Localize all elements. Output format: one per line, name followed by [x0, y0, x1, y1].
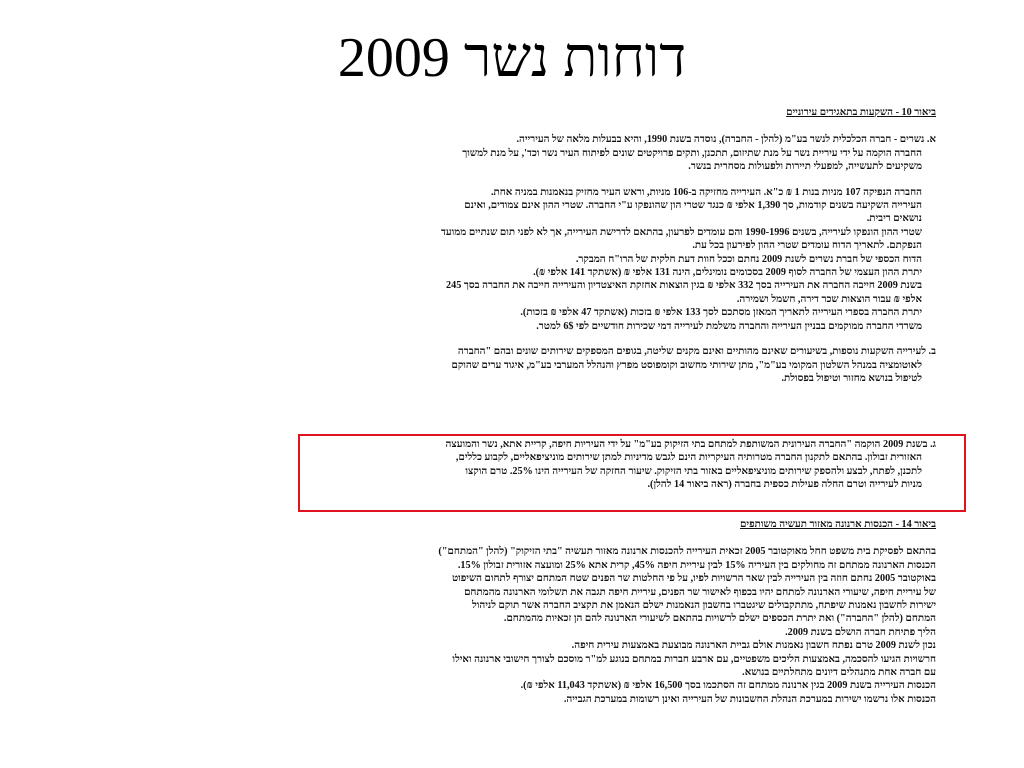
note-14-line-12: הכנסות אלו נרשמו ישירות במערכת הנהלת החשבונות של העירייה ואינן רשומות במערכת הגבייה. [563, 693, 936, 705]
note-10-heading: ביאור 10 - השקעות בתאגידים עירוניים [786, 107, 936, 118]
highlight-line-1: ג. בשנת 2009 הוקמה "החברה העירונית המשותפת למתחם בתי הזיקוק בע"מ" על ידי העיריות חיפה, קריית אתא, נשר והמועצה [445, 439, 936, 450]
note-10-b-line-2: לאוטומציה במנהל השלטון המקומי בע"מ", מתן שירותי מחשוב וקומפוסט מפרץ והנהלל המערבי בע"מ, איגוד ערים שהוקם [451, 359, 922, 371]
note-14-line-9: חרשויות הגיעו להסכמה, באמצעות הליכים משפטיים, עם ארבע חברות במתחם בנוגע למ"ר מוסכם לצורך חישובי ארנונה ואילו [452, 653, 936, 665]
note-10-p6-line-2: אלפי ₪ עבור הוצאות שכר דירה, חשמל ושמירה. [736, 293, 922, 305]
note-14-section [356, 518, 936, 706]
note-10-p2-line-2: נושאים ריבית. [866, 213, 922, 225]
note-10-p7: יתרת החברה בספרי העירייה לתאריך המאזן מסתכם לסך 133 אלפי ₪ בזכות (אשתקד 47 אלפי ₪ בזכות). [520, 307, 922, 319]
note-10-p2-line-1: העירייה השקיעה בשנים קודמות, סך 1,390 אלפי ₪ כנגד שטרי הון שהונפקו ע"י החברה. שטרי ההון אינם צמודים, ואינם [464, 200, 922, 212]
note-10-p6-line-1: בשנת 2009 חייבה החברה את העירייה בסך 332 אלפי ₪ בגין הוצאות אחזקת האיצטדיון והעירייה חייבה את החברה בסך 245 [446, 280, 922, 292]
note-14-line-7: הליך פתיחת חברה הושלם בשנת 2009. [785, 626, 936, 638]
note-10-a-line-1: החברה הוקמה על ידי עיריית נשר על מנת שתיזום, תתכנן, ותקים פרויקטים שונים לפיתוח העיר נשר וכד', על מנת למשוך [462, 147, 922, 159]
note-10-p3-line-2: הנפקתם. לתאריך הדוח עומדים שטרי ההון לפירעון בכל עת. [692, 240, 922, 252]
highlight-line-4: מניות לעירייה וטרם החלה פעילות כספית בחברה (ראה ביאור 14 להלן). [647, 479, 922, 491]
slide-title: דוחות נשר 2009 [337, 27, 687, 89]
note-14-heading: ביאור 14 - הכנסות ארנונה מאזור תעשיה משותפים [740, 519, 936, 530]
highlight-line-3: לתכנן, לפתח, לבצע ולהספק שירותים מוניציפאליים באזור בתי הזיקוק. שיעור החזקה של העירייה הינו 25%. טרם הוקצו [465, 465, 922, 477]
note-14-line-8: נכון לשנת 2009 טרם נפתח חשבון נאמנות אולם גביית הארנונה מבוצעת באמצעות עירית חיפה. [571, 640, 936, 652]
note-10-p1: החברה הנפיקה 107 מניות בנות 1 ₪ כ"א. העירייה מחזיקה ב-106 מניות, וראש העיר מחזיק בנאמנות במניה אחת. [491, 186, 922, 198]
note-14-line-11: הכנסות העירייה בשנת 2009 בגין ארנונה ממתחם זה הסתכמו בסך 16,500 אלפי ₪ (אשתקד 11,043 אלפי ₪). [520, 680, 936, 692]
highlight-text [356, 438, 936, 492]
note-14-line-5: ישירות לחשבון נאמנות שיפתח, מתתקבולים שיגטברו בחשבון הנאמנות ישלם הנאמן את תקציב החברה אשר תוקם לניהול [472, 600, 936, 612]
note-10-b-line-1: ב. לעירייה השקעות נוספות, בשיעורים שאינם מהותיים ואינם מקנים שליטה, בגופים המספקים שירותים שונים ובהם "החברה [457, 346, 936, 358]
note-10-a-intro: א. נשרים - חברה הכלכלית לנשר בע"מ (להלן - החברה), נוסדה בשנת 1990, והיא בבעלות מלאה של העירייה. [516, 134, 936, 146]
note-10-p8: משרדי החברה ממוקמים בבניין העירייה והחברה משלמת לעירייה דמי שכירות חודשיים לפי 6$ למטר. [536, 320, 922, 332]
note-14-line-6: המתחם (להלן "החברה") ואת יתרת הכספים ישלם לרשויות בהתאם לשיעורי הארנונה להם הן זכאיות מהמתחם. [503, 613, 936, 625]
note-10-p3-line-1: שטרי ההון הונפקו לעירייה, בשנים 1990-1996 והם עומדים לפרעון, בהתאם לדרישת העירייה, אך לא לפני תום שנתיים ממועד [440, 226, 922, 238]
note-14-line-1: בהתאם לפסיקת בית משפט חחל מאוקטובר 2005 זכאית העירייה להכנסות ארנונה מאזור תעשיה "בתי הזיקוק" (להלן "המתחם") [438, 546, 936, 558]
note-10-a-line-2: משקיעים לתעשייה, למפעלי תיירות ולפעולות מסחרית בנשר. [688, 161, 922, 173]
note-10-b-line-3: לטיפול בנושא מחזור וטיפול בפסולת. [781, 372, 922, 384]
highlight-line-2: האזורית זבולון. בהתאם לתקנון החברה מטרותיה העיקריות הינם לגבש מדיניות למתן שירותים מוניציפאליים, לקבוע כללים, [455, 452, 922, 464]
note-10-section [356, 106, 936, 385]
note-14-line-10: עם חברה אחת מתנהלים דיונים מתחלתיים בנושא. [742, 667, 936, 679]
note-10-p4: הדוח הכספי של חברת נשרים לשנת 2009 נחתם וככל חוות דעת חלקית של הרו"ח המבקר. [575, 253, 922, 265]
note-14-line-3: באוקטובר 2005 נחתם חוזה בין העירייה לבין שאר הרשויות לפיו, על פי החלטות שר הפנים שטח המתחם יצורף לתחום השיפוט [451, 573, 936, 585]
note-14-line-2: הכנסות הארנונה ממתחם זה מחולקים בין העיריה 15% לבין עיריית חיפה 45%, קרית אתא 25% ומועצה אזורית זבולון 15%. [457, 559, 936, 571]
note-14-line-4: של עיריית חיפה, שיעורי הארנונה למתחם יהיו בכפוף לאישור שר הפנים, עיריית חיפה תגבה את תשלומי הארנונה מהמתחם [464, 586, 936, 598]
note-10-p5: יתרת ההון העצמי של החברה לסוף 2009 בסכומים נומינלים, הינה 131 אלפי ₪ (אשתקד 141 אלפי ₪). [533, 267, 922, 279]
